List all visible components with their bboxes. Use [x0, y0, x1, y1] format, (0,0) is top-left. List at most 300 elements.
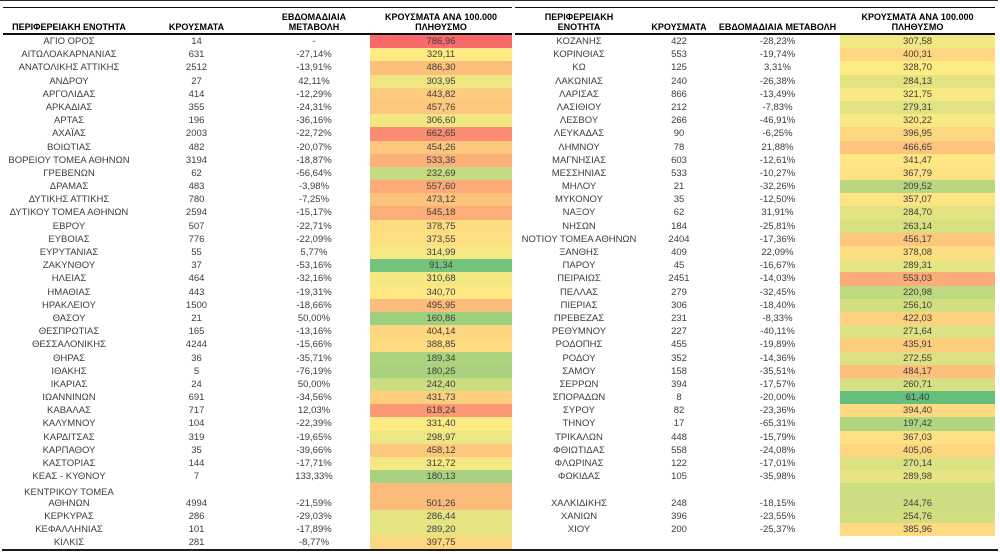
weekly-change-cell: -17,89%	[296, 523, 332, 535]
per-100k-cell: 357,07	[840, 193, 995, 206]
cases-cell: 200	[671, 523, 687, 535]
per-100k-cell: 307,58	[840, 35, 995, 48]
region-name-cell: ΠΙΕΡΙΑΣ	[560, 299, 598, 311]
region-name-cell: ΞΑΝΘΗΣ	[559, 247, 599, 258]
region-name-cell: ΕΥΒΟΙΑΣ	[48, 233, 90, 245]
region-name-cell: ΔΥΤΙΚΟΥ ΤΟΜΕΑ ΑΘΗΝΩΝ	[9, 207, 129, 219]
cases-cell: 279	[671, 286, 687, 298]
table-row	[3, 325, 512, 338]
table-row	[3, 365, 512, 378]
per-100k-cell: 618,24	[370, 404, 512, 417]
table-body	[3, 35, 512, 549]
per-100k-cell: 397,75	[370, 536, 512, 549]
per-100k-cell: 435,91	[840, 338, 995, 351]
per-100k-cell: 303,95	[370, 75, 512, 88]
cases-cell: 533	[671, 167, 687, 179]
table-row	[515, 88, 995, 101]
table-row	[3, 88, 512, 101]
per-100k-cell: 180,25	[370, 365, 512, 378]
table-row	[515, 114, 995, 127]
per-100k-cell: 443,82	[370, 88, 512, 101]
table-row	[3, 48, 512, 61]
per-100k-cell: 310,68	[370, 272, 512, 285]
table-row	[515, 272, 995, 285]
region-name-cell: ΖΑΚΥΝΘΟΥ	[42, 260, 96, 272]
cases-cell: 2594	[185, 207, 208, 219]
cases-cell: 62	[191, 167, 202, 179]
per-100k-cell: 422,03	[840, 312, 995, 325]
cases-cell: 165	[188, 326, 205, 338]
per-100k-cell: 289,98	[840, 470, 995, 483]
cases-cell: 482	[188, 141, 205, 153]
cases-cell: 414	[188, 88, 205, 100]
cases-cell: 507	[188, 220, 205, 232]
per-100k-cell: 378,08	[840, 246, 995, 259]
cases-cell: 422	[671, 36, 687, 47]
per-100k-cell: 394,40	[840, 404, 995, 417]
cases-cell: 158	[671, 365, 687, 377]
cases-cell: 212	[671, 101, 687, 113]
cases-cell: 631	[188, 49, 205, 61]
table-row	[515, 299, 995, 312]
region-name-cell: ΕΒΡΟΥ	[52, 220, 86, 232]
table-row	[3, 61, 512, 74]
weekly-change-cell: -24,31%	[296, 101, 332, 113]
table-row	[515, 35, 995, 48]
header-weekly-change: ΕΒΔΟΜΑΔΙΑΙΑ ΜΕΤΑΒΟΛΗ	[281, 12, 347, 32]
cases-cell: 231	[671, 312, 687, 324]
region-name-cell: ΛΗΜΝΟΥ	[558, 141, 600, 153]
table-row	[515, 75, 995, 88]
region-name-cell: ΠΡΕΒΕΖΑΣ	[553, 312, 605, 324]
region-name-cell: ΡΟΔΟΥ	[562, 352, 596, 364]
cases-cell: 448	[671, 431, 687, 443]
region-name-cell: ΑΧΑΪΑΣ	[52, 128, 86, 140]
per-100k-cell: 466,65	[840, 141, 995, 154]
weekly-change-cell: -22,72%	[296, 128, 332, 140]
region-name-cell: ΕΥΡΥΤΑΝΙΑΣ	[39, 247, 99, 258]
region-name-cell: ΜΑΓΝΗΣΙΑΣ	[552, 154, 606, 166]
weekly-change-cell: -13,49%	[759, 88, 796, 100]
weekly-change-cell: -14,36%	[759, 352, 796, 364]
region-name-cell: ΚΕΦΑΛΛΗΝΙΑΣ	[35, 523, 103, 535]
cases-cell: 2512	[185, 62, 208, 74]
cases-cell: 2451	[668, 273, 690, 285]
weekly-change-cell: 12,03%	[297, 405, 331, 417]
cases-cell: 553	[671, 49, 687, 61]
region-name-cell: ΘΑΣΟΥ	[52, 312, 86, 324]
region-name-cell: ΝΟΤΙΟΥ ΤΟΜΕΑ ΑΘΗΝΩΝ	[521, 233, 637, 245]
cases-cell: 62	[673, 207, 685, 219]
weekly-change-cell: -23,55%	[759, 510, 796, 522]
per-100k-cell: 232,69	[370, 167, 512, 180]
table-row	[3, 457, 512, 470]
region-name-cell: ΤΗΝΟΥ	[562, 418, 596, 430]
weekly-change-cell: -14,03%	[759, 273, 796, 285]
region-name-cell: ΙΘΑΚΗΣ	[51, 365, 87, 377]
cases-cell: 394	[671, 378, 687, 390]
weekly-change-cell: 42,11%	[298, 75, 330, 87]
region-name-cell: ΑΙΤΩΛΟΑΚΑΡΝΑΝΙΑΣ	[21, 49, 117, 61]
per-100k-cell: 242,40	[370, 378, 512, 391]
header-region-unit: ΠΕΡΙΦΕΡΕΙΑΚΗ ΕΝΟΤΗΤΑ	[544, 12, 614, 32]
region-name-cell: ΑΡΓΟΛΙΔΑΣ	[42, 88, 96, 100]
weekly-change-cell: -34,56%	[296, 392, 332, 404]
weekly-change-cell: -17,01%	[759, 458, 796, 469]
table-row	[3, 272, 512, 285]
region-name-cell: ΚΩ	[572, 62, 586, 74]
per-100k-cell: 458,12	[370, 444, 512, 457]
weekly-change-cell: -36,16%	[296, 115, 332, 127]
weekly-change-cell: -8,77%	[298, 537, 330, 549]
table-row	[3, 286, 512, 299]
weekly-change-cell: -35,71%	[296, 352, 332, 364]
cases-cell: 8	[676, 392, 682, 404]
weekly-change-cell: -12,29%	[296, 88, 332, 100]
region-name-cell: ΧΑΛΚΙΔΙΚΗΣ	[550, 497, 608, 509]
cases-cell: 455	[671, 339, 687, 351]
top-rule	[0, 0, 998, 1]
weekly-change-cell: 50,00%	[297, 312, 331, 324]
cases-cell: 483	[188, 181, 205, 193]
header-cases-per-100k: ΚΡΟΥΣΜΑΤΑ ΑΝΑ 100.000 ΠΛΗΘΥΣΜΟ	[861, 12, 974, 32]
region-name-cell: ΒΟΙΩΤΙΑΣ	[46, 141, 92, 153]
region-name-cell: ΣΑΜΟΥ	[562, 365, 596, 377]
region-name-cell: ΝΗΣΩΝ	[562, 220, 596, 232]
per-100k-cell: 331,40	[370, 417, 512, 430]
region-name-cell: ΚΟΖΑΝΗΣ	[556, 36, 602, 47]
region-name-cell: ΗΜΑΘΙΑΣ	[47, 286, 91, 298]
weekly-change-cell: -23,36%	[759, 405, 796, 417]
weekly-change-cell: -7,25%	[298, 194, 330, 206]
weekly-change-cell: -22,71%	[296, 220, 332, 232]
weekly-change-cell: -29,03%	[296, 510, 332, 522]
weekly-change-cell: -32,26%	[759, 181, 796, 193]
table-row	[515, 338, 995, 351]
per-100k-cell: 486,30	[370, 61, 512, 74]
cases-cell: 17	[673, 418, 685, 430]
cases-cell: 21	[191, 312, 202, 324]
table-row	[515, 286, 995, 299]
table-row	[3, 312, 512, 325]
region-name-cell: ΑΝΑΤΟΛΙΚΗΣ ΑΤΤΙΚΗΣ	[18, 62, 120, 74]
region-name-cell: ΧΑΝΙΩΝ	[560, 510, 598, 522]
per-100k-cell: 341,47	[840, 154, 995, 167]
table-row	[3, 352, 512, 365]
cases-cell: 144	[188, 458, 205, 469]
table-row	[3, 299, 512, 312]
weekly-change-cell: -13,91%	[296, 62, 332, 74]
cases-cell: 443	[188, 286, 205, 298]
cases-cell: 24	[191, 378, 202, 390]
weekly-change-cell: -22,39%	[296, 418, 332, 430]
weekly-change-cell: -28,23%	[759, 36, 796, 47]
weekly-change-cell: -19,65%	[296, 431, 332, 443]
table-row	[515, 246, 995, 259]
weekly-change-cell: -18,87%	[296, 154, 332, 166]
table-row	[515, 378, 995, 391]
table-row	[515, 352, 995, 365]
table-row	[515, 127, 995, 140]
weekly-change-cell: -10,27%	[759, 167, 796, 179]
table-row	[515, 233, 995, 246]
per-100k-cell: 209,52	[840, 180, 995, 193]
cases-cell: 7	[193, 471, 200, 483]
per-100k-cell: 367,03	[840, 431, 995, 444]
per-100k-cell: 279,31	[840, 101, 995, 114]
cases-cell: 196	[188, 115, 205, 127]
region-name-cell: ΚΕΡΚΥΡΑΣ	[44, 510, 94, 522]
per-100k-cell: 340,70	[370, 286, 512, 299]
table-row	[3, 510, 512, 523]
per-100k-cell: 272,55	[840, 352, 995, 365]
region-name-cell: ΡΕΘΥΜΝΟΥ	[551, 326, 607, 338]
cases-cell: 240	[671, 75, 687, 87]
weekly-change-cell: -13,16%	[296, 326, 332, 338]
weekly-change-cell: -22,09%	[296, 233, 332, 245]
weekly-change-cell: -65,31%	[759, 418, 796, 430]
weekly-change-cell: -18,40%	[759, 299, 796, 311]
region-name-cell: ΜΕΣΣΗΝΙΑΣ	[551, 167, 607, 179]
table-row	[3, 338, 512, 351]
weekly-change-cell: -21,59%	[296, 497, 332, 509]
per-100k-cell: 160,86	[370, 312, 512, 325]
per-100k-cell: 457,76	[370, 101, 512, 114]
table-row	[515, 312, 995, 325]
region-name-cell: ΡΟΔΟΠΗΣ	[555, 339, 603, 351]
weekly-change-cell: 5,77%	[300, 247, 328, 258]
table-row	[515, 470, 995, 483]
region-name-cell: ΒΟΡΕΙΟΥ ΤΟΜΕΑ ΑΘΗΝΩΝ	[8, 154, 130, 166]
per-100k-cell: 400,31	[840, 48, 995, 61]
region-name-cell: ΚΑΛΥΜΝΟΥ	[42, 418, 96, 430]
weekly-change-cell: -56,64%	[296, 167, 332, 179]
cases-cell: 105	[671, 471, 687, 483]
weekly-change-cell: -19,31%	[296, 286, 332, 298]
per-100k-cell: 378,75	[370, 220, 512, 233]
cases-cell: 125	[671, 62, 687, 74]
region-name-cell: ΑΓΙΟ ΟΡΟΣ	[43, 36, 95, 47]
header-weekly-change: ΕΒΔΟΜΑΔΙΑΙΑ ΜΕΤΑΒΟΛΗ	[718, 22, 837, 32]
table-row	[515, 48, 995, 61]
cases-cell: 5	[193, 365, 200, 377]
weekly-change-cell: -32,45%	[759, 286, 796, 298]
region-name-cell: ΜΗΛΟΥ	[561, 181, 597, 193]
per-100k-cell: 396,95	[840, 127, 995, 140]
weekly-change-cell: -17,71%	[296, 458, 332, 469]
region-name-cell: ΗΛΕΙΑΣ	[51, 273, 87, 285]
region-name-cell: ΚΕΑΣ - ΚΥΘΝΟΥ	[32, 471, 106, 483]
weekly-change-cell: -17,57%	[759, 378, 796, 390]
cases-cell: 286	[188, 510, 205, 522]
cases-cell: 2003	[185, 128, 208, 140]
per-100k-cell: 328,70	[840, 61, 995, 74]
weekly-change-cell: -19,89%	[759, 339, 796, 351]
table-row	[515, 404, 995, 417]
weekly-change-cell: -	[312, 36, 316, 47]
per-100k-cell: 320,22	[840, 114, 995, 127]
cases-cell: 776	[188, 233, 205, 245]
table-row	[515, 431, 995, 444]
table-row	[515, 417, 995, 430]
per-100k-cell: 284,70	[840, 206, 995, 219]
cases-cell: 21	[673, 181, 685, 193]
cases-cell: 409	[671, 247, 687, 258]
per-100k-cell: 329,11	[370, 48, 512, 61]
cases-cell: 2404	[668, 233, 690, 245]
per-100k-cell: 244,76	[840, 483, 995, 509]
weekly-change-cell: -35,51%	[759, 365, 796, 377]
region-name-cell: ΦΩΚΙΔΑΣ	[557, 471, 601, 483]
cases-cell: 104	[188, 418, 205, 430]
weekly-change-cell: 50,00%	[297, 378, 331, 390]
per-100k-cell: 495,95	[370, 299, 512, 312]
per-100k-cell: 321,75	[840, 88, 995, 101]
table-row	[515, 206, 995, 219]
table-row	[515, 523, 995, 536]
cases-cell: 558	[671, 444, 687, 456]
weekly-change-cell: -12,61%	[759, 154, 796, 166]
region-name-cell: ΜΥΚΟΝΟΥ	[555, 194, 603, 206]
table-row	[3, 378, 512, 391]
region-name-cell: ΠΕΛΛΑΣ	[559, 286, 599, 298]
table-row	[3, 35, 512, 48]
table-row	[3, 180, 512, 193]
cases-cell: 4244	[185, 339, 208, 351]
cases-cell: 603	[671, 154, 687, 166]
weekly-change-cell: -25,81%	[759, 220, 796, 232]
weekly-change-cell: -76,19%	[296, 365, 332, 377]
region-name-cell: ΧΙΟΥ	[567, 523, 591, 535]
per-100k-cell: 180,13	[370, 470, 512, 483]
weekly-change-cell: -17,36%	[759, 233, 796, 245]
table-row	[515, 167, 995, 180]
cases-cell: 184	[671, 220, 687, 232]
region-name-cell: ΠΕΙΡΑΙΩΣ	[557, 273, 601, 285]
cases-cell: 14	[191, 36, 202, 47]
region-name-cell: ΛΑΚΩΝΙΑΣ	[555, 75, 603, 87]
region-name-cell: ΚΕΝΤΡΙΚΟΥ ΤΟΜΕΑ ΑΘΗΝΩΝ	[24, 486, 114, 509]
per-100k-cell: 557,60	[370, 180, 512, 193]
per-100k-cell: 314,99	[370, 246, 512, 259]
cases-cell: 717	[188, 405, 205, 417]
weekly-change-cell: -19,74%	[759, 49, 796, 61]
region-name-cell: ΑΝΔΡΟΥ	[49, 75, 89, 87]
region-name-cell: ΠΑΡΟΥ	[562, 260, 596, 272]
region-name-cell: ΛΑΣΙΘΙΟΥ	[556, 101, 602, 113]
cases-cell: 90	[673, 128, 685, 140]
per-100k-cell: 405,06	[840, 444, 995, 457]
region-name-cell: ΤΡΙΚΑΛΩΝ	[555, 431, 603, 443]
weekly-change-cell: -20,00%	[759, 392, 796, 404]
weekly-change-cell: -8,33%	[762, 312, 793, 324]
table-row	[515, 259, 995, 272]
weekly-change-cell: -53,16%	[296, 260, 332, 272]
table-row	[515, 483, 995, 509]
per-100k-cell: 662,65	[370, 127, 512, 140]
weekly-change-cell: -15,79%	[759, 431, 796, 443]
per-100k-cell: 270,14	[840, 457, 995, 470]
table-row	[515, 391, 995, 404]
per-100k-cell: 220,98	[840, 286, 995, 299]
table-row	[3, 523, 512, 536]
cases-cell: 35	[673, 194, 685, 206]
weekly-change-cell: -46,91%	[759, 115, 796, 127]
cases-cell: 396	[671, 510, 687, 522]
table-row	[3, 101, 512, 114]
per-100k-cell: 545,18	[370, 206, 512, 219]
per-100k-cell: 473,12	[370, 193, 512, 206]
per-100k-cell: 404,14	[370, 325, 512, 338]
cases-cell: 691	[188, 392, 205, 404]
per-100k-cell: 263,14	[840, 220, 995, 233]
region-name-cell: ΘΕΣΠΡΩΤΙΑΣ	[38, 326, 100, 338]
cases-cell: 27	[191, 75, 202, 87]
per-100k-cell: 388,85	[370, 338, 512, 351]
table-header	[3, 8, 512, 35]
cases-cell: 101	[188, 523, 205, 535]
region-name-cell: ΙΚΑΡΙΑΣ	[50, 378, 88, 390]
region-name-cell: ΛΑΡΙΣΑΣ	[559, 88, 599, 100]
cases-cell: 122	[671, 458, 687, 469]
weekly-change-cell: -15,17%	[296, 207, 332, 219]
per-100k-cell: 501,26	[370, 483, 512, 509]
cases-cell: 266	[671, 115, 687, 127]
cases-cell: 227	[671, 326, 687, 338]
cases-cell: 1500	[185, 299, 208, 311]
region-name-cell: ΘΕΣΣΑΛΟΝΙΚΗΣ	[32, 339, 106, 351]
region-name-cell: ΙΩΑΝΝΙΝΩΝ	[42, 392, 96, 404]
table-row	[515, 325, 995, 338]
weekly-change-cell: -7,83%	[762, 101, 793, 113]
weekly-change-cell: 22,09%	[761, 247, 794, 258]
per-100k-cell: 367,79	[840, 167, 995, 180]
table-row	[515, 193, 995, 206]
weekly-change-cell: 31,91%	[761, 207, 794, 219]
cases-cell: 4994	[185, 497, 208, 509]
weekly-change-cell: 133,33%	[295, 471, 333, 483]
table-row	[3, 444, 512, 457]
region-name-cell: ΚΑΡΠΑΘΟΥ	[42, 444, 96, 456]
per-100k-cell: 289,31	[840, 259, 995, 272]
table-row	[515, 154, 995, 167]
cases-cell: 306	[671, 299, 687, 311]
region-name-cell: ΗΡΑΚΛΕΙΟΥ	[42, 299, 96, 311]
weekly-change-cell: -18,15%	[759, 497, 796, 509]
per-100k-cell: 289,20	[370, 523, 512, 536]
table-row	[515, 220, 995, 233]
table-row	[3, 75, 512, 88]
per-100k-cell: 260,71	[840, 378, 995, 391]
table-row	[515, 180, 995, 193]
region-name-cell: ΣΥΡΟΥ	[563, 405, 595, 417]
cases-cell: 464	[188, 273, 205, 285]
weekly-change-cell: -32,16%	[296, 273, 332, 285]
table-row	[515, 510, 995, 523]
table-row	[3, 431, 512, 444]
table-row	[3, 404, 512, 417]
table-row	[3, 154, 512, 167]
cases-cell: 319	[188, 431, 205, 443]
table-row	[3, 483, 512, 509]
region-name-cell: ΦΘΙΩΤΙΔΑΣ	[553, 444, 605, 456]
weekly-change-cell: -39,66%	[296, 444, 332, 456]
per-100k-cell: 298,97	[370, 431, 512, 444]
cases-table-right	[515, 7, 995, 536]
region-name-cell: ΛΕΣΒΟΥ	[559, 115, 599, 127]
weekly-change-cell: -15,66%	[296, 339, 332, 351]
weekly-change-cell: -35,98%	[759, 471, 796, 483]
